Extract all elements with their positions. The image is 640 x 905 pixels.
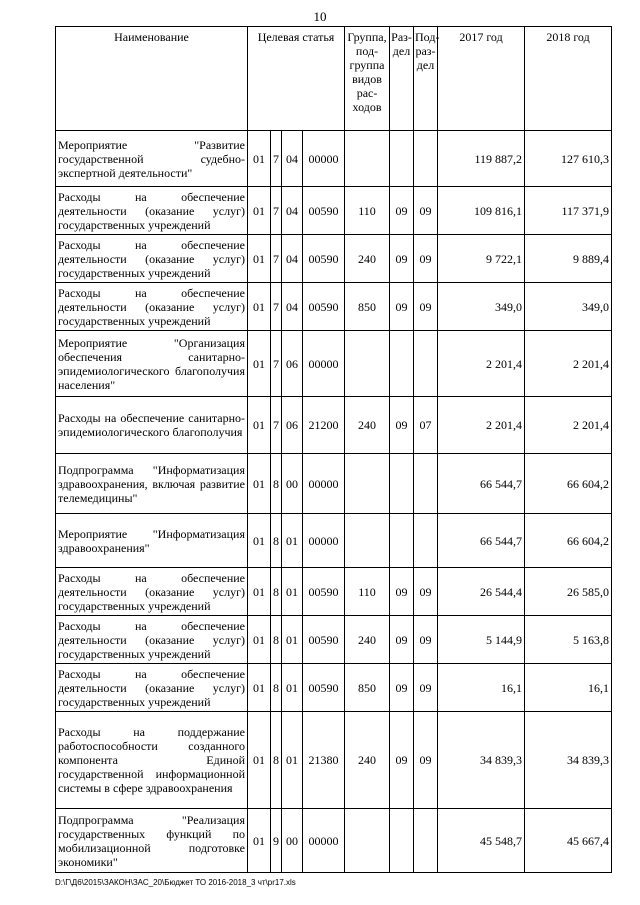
file-path-footer: D:\Г\Д6\2015\ЗАКОН\ЗАС_20\Бюджет ТО 2016-2018_3 чт\pr17.xls [55,878,296,887]
amount-2017: 34 839,3 [438,712,525,809]
row-name: Расходы на обеспечение санитарно-эпидемиологического благополучия [56,397,248,454]
section: 09 [390,664,414,712]
amount-2018: 2 201,4 [525,331,612,397]
code-event: 01 [282,712,303,809]
amount-2018: 127 610,3 [525,131,612,187]
amount-2017: 9 722,1 [438,235,525,283]
code-direction: 00000 [303,809,345,873]
table-header-row [56,27,612,131]
code-event: 00 [282,809,303,873]
header-subsection: Под-раз-дел [414,27,438,131]
subsection [414,331,438,397]
code-subprogram: 7 [271,187,282,235]
code-subprogram: 7 [271,331,282,397]
code-direction: 00590 [303,616,345,664]
subsection: 09 [414,187,438,235]
section [390,131,414,187]
amount-2017: 2 201,4 [438,331,525,397]
code-subprogram: 8 [271,514,282,568]
code-program: 01 [248,712,271,809]
expense-group [345,514,390,568]
amount-2018: 117 371,9 [525,187,612,235]
code-subprogram: 8 [271,616,282,664]
code-event: 06 [282,397,303,454]
code-event: 04 [282,235,303,283]
expense-group: 850 [345,283,390,331]
code-subprogram: 7 [271,235,282,283]
header-name: Наименование [56,27,248,131]
header-section: Раз-дел [390,27,414,131]
table-row [56,397,612,454]
subsection: 09 [414,664,438,712]
header-2018: 2018 год [525,27,612,131]
code-direction: 00000 [303,454,345,514]
code-direction: 00590 [303,664,345,712]
section: 09 [390,397,414,454]
amount-2018: 66 604,2 [525,514,612,568]
subsection: 09 [414,616,438,664]
code-program: 01 [248,187,271,235]
expense-group: 850 [345,664,390,712]
code-program: 01 [248,397,271,454]
row-name: Мероприятие "Организация обеспечения санитарно-эпидемиологического благополучия населения" [56,331,248,397]
row-name: Расходы на обеспечение деятельности (оказание услуг) государственных учреждений [56,187,248,235]
code-program: 01 [248,809,271,873]
budget-table [55,26,612,873]
amount-2018: 349,0 [525,283,612,331]
expense-group [345,331,390,397]
code-direction: 00590 [303,283,345,331]
code-event: 04 [282,283,303,331]
code-event: 06 [282,331,303,397]
code-event: 01 [282,664,303,712]
section: 09 [390,616,414,664]
code-program: 01 [248,664,271,712]
code-program: 01 [248,131,271,187]
code-event: 01 [282,514,303,568]
table-row [56,809,612,873]
section [390,809,414,873]
amount-2018: 2 201,4 [525,397,612,454]
amount-2017: 16,1 [438,664,525,712]
table-row [56,187,612,235]
expense-group: 240 [345,712,390,809]
section: 09 [390,187,414,235]
subsection: 07 [414,397,438,454]
code-subprogram: 9 [271,809,282,873]
amount-2018: 5 163,8 [525,616,612,664]
table-row [56,514,612,568]
expense-group: 110 [345,187,390,235]
row-name: Подпрограмма "Информатизация здравоохранения, включая развитие телемедицины" [56,454,248,514]
section: 09 [390,568,414,616]
subsection [414,809,438,873]
table-row [56,131,612,187]
code-program: 01 [248,283,271,331]
code-subprogram: 7 [271,131,282,187]
subsection [414,514,438,568]
code-direction: 00590 [303,568,345,616]
amount-2018: 45 667,4 [525,809,612,873]
code-program: 01 [248,616,271,664]
code-subprogram: 8 [271,454,282,514]
amount-2018: 34 839,3 [525,712,612,809]
code-event: 04 [282,131,303,187]
code-direction: 00590 [303,235,345,283]
section [390,454,414,514]
expense-group [345,809,390,873]
code-subprogram: 8 [271,568,282,616]
row-name: Подпрограмма "Реализация государственных функций по мобилизационной подготовке экономики" [56,809,248,873]
header-group: Группа, под-группа видов рас-ходов [345,27,390,131]
code-direction: 21200 [303,397,345,454]
code-direction: 00000 [303,131,345,187]
amount-2017: 26 544,4 [438,568,525,616]
amount-2017: 109 816,1 [438,187,525,235]
code-event: 04 [282,187,303,235]
code-subprogram: 7 [271,283,282,331]
section [390,331,414,397]
row-name: Расходы на обеспечение деятельности (оказание услуг) государственных учреждений [56,235,248,283]
row-name: Расходы на обеспечение деятельности (оказание услуг) государственных учреждений [56,283,248,331]
code-direction: 00000 [303,331,345,397]
expense-group: 240 [345,616,390,664]
amount-2017: 349,0 [438,283,525,331]
header-target-article: Целевая статья [248,27,345,131]
amount-2017: 119 887,2 [438,131,525,187]
subsection: 09 [414,283,438,331]
code-subprogram: 8 [271,664,282,712]
amount-2017: 66 544,7 [438,454,525,514]
amount-2017: 2 201,4 [438,397,525,454]
expense-group [345,454,390,514]
code-event: 01 [282,616,303,664]
subsection [414,131,438,187]
code-direction: 00590 [303,187,345,235]
code-event: 00 [282,454,303,514]
section: 09 [390,712,414,809]
expense-group: 240 [345,235,390,283]
header-2017: 2017 год [438,27,525,131]
amount-2018: 9 889,4 [525,235,612,283]
code-program: 01 [248,568,271,616]
code-event: 01 [282,568,303,616]
expense-group [345,131,390,187]
amount-2017: 66 544,7 [438,514,525,568]
expense-group: 110 [345,568,390,616]
table-row [56,712,612,809]
table-row [56,235,612,283]
table-row [56,664,612,712]
row-name: Расходы на обеспечение деятельности (оказание услуг) государственных учреждений [56,616,248,664]
subsection [414,454,438,514]
code-direction: 00000 [303,514,345,568]
row-name: Расходы на обеспечение деятельности (оказание услуг) государственных учреждений [56,568,248,616]
subsection: 09 [414,235,438,283]
code-program: 01 [248,331,271,397]
table-row [56,616,612,664]
subsection: 09 [414,712,438,809]
amount-2017: 5 144,9 [438,616,525,664]
code-program: 01 [248,514,271,568]
subsection: 09 [414,568,438,616]
code-program: 01 [248,454,271,514]
amount-2018: 66 604,2 [525,454,612,514]
expense-group: 240 [345,397,390,454]
row-name: Мероприятие "Информатизация здравоохранения" [56,514,248,568]
code-direction: 21380 [303,712,345,809]
section: 09 [390,235,414,283]
table-row [56,331,612,397]
row-name: Расходы на обеспечение деятельности (оказание услуг) государственных учреждений [56,664,248,712]
section [390,514,414,568]
amount-2017: 45 548,7 [438,809,525,873]
table-row [56,454,612,514]
page-number: 10 [313,9,327,24]
row-name: Расходы на поддержание работоспособности созданного компонента Единой государственной информационной системы в сфере здравоохранения [56,712,248,809]
table-row [56,568,612,616]
section: 09 [390,283,414,331]
table-row [56,283,612,331]
code-program: 01 [248,235,271,283]
amount-2018: 16,1 [525,664,612,712]
code-subprogram: 7 [271,397,282,454]
amount-2018: 26 585,0 [525,568,612,616]
code-subprogram: 8 [271,712,282,809]
row-name: Мероприятие "Развитие государственной судебно-экспертной деятельности" [56,131,248,187]
